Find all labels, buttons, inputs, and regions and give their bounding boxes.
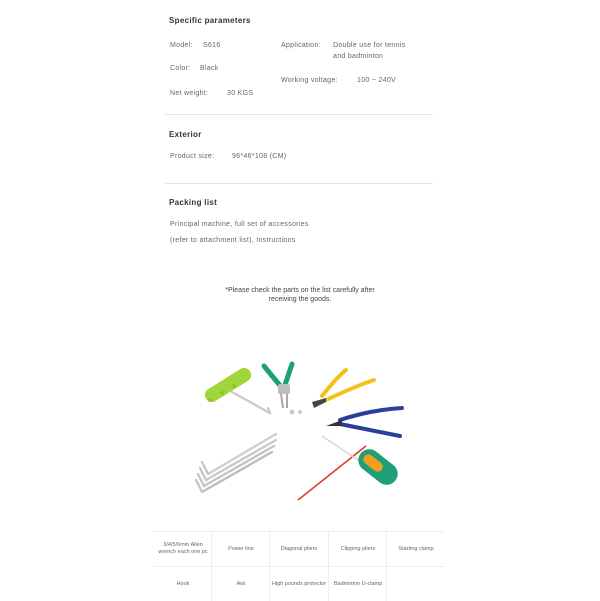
table-cell: Power line [228, 545, 254, 552]
check-parts-notice [160, 286, 440, 304]
application-label: Application: [281, 42, 321, 49]
starting-clamp-icon [264, 364, 302, 415]
packing-list-line1: Principal machine, full set of accessories [170, 221, 309, 228]
color-value: Black [200, 65, 219, 72]
hook-tool-icon [202, 365, 270, 413]
packing-section-title: Packing list [169, 198, 218, 207]
table-cell: 3/4/5/6mm Allen wrench each one pc [158, 542, 208, 555]
working-voltage-value: 100 ~ 240V [357, 77, 397, 84]
diagonal-pliers-icon [326, 408, 402, 436]
application-value-line2: and badminton [333, 53, 384, 60]
notice-line1: *Please check the parts on the list carefully after [225, 287, 375, 294]
table-column-divider [269, 532, 270, 601]
table-cell: High pounds protector [271, 580, 327, 587]
section-divider [165, 183, 433, 184]
notice-line2: receiving the goods. [268, 296, 332, 303]
accessories-table [153, 531, 445, 601]
allen-wrench-icon [196, 434, 276, 492]
net-weight-value: 30 KGS [227, 90, 254, 97]
application-value-line1: Double use for tennis [333, 42, 406, 49]
table-cell: Awl [236, 580, 246, 587]
table-cell [388, 567, 444, 601]
product-size-label: Product size: [170, 153, 215, 160]
net-weight-label: Net weight: [170, 90, 209, 97]
color-label: Color: [170, 65, 191, 72]
table-cell: Starting clamp [398, 545, 434, 552]
table-cell: Badminton U-clamp [333, 580, 383, 587]
model-label: Model: [170, 42, 193, 49]
section-divider [165, 114, 433, 115]
exterior-section-title: Exterior [169, 130, 202, 139]
table-cell: Diagonal pliers [280, 545, 318, 552]
working-voltage-label: Working voltage: [281, 77, 338, 84]
spec-section-title: Specific parameters [169, 16, 251, 25]
model-value: S616 [203, 42, 221, 49]
accessories-photo [180, 350, 420, 510]
table-column-divider [386, 532, 387, 601]
packing-list-line2: (refer to attachment list), Instructions [170, 237, 296, 244]
table-column-divider [211, 532, 212, 601]
table-cell: Clipping pliers [340, 545, 376, 552]
table-cell: Hook [176, 580, 190, 587]
table-column-divider [328, 532, 329, 601]
product-size-value: 96*46*108 (CM) [232, 153, 287, 160]
clipping-pliers-icon [312, 370, 374, 408]
awl-icon [298, 436, 402, 500]
